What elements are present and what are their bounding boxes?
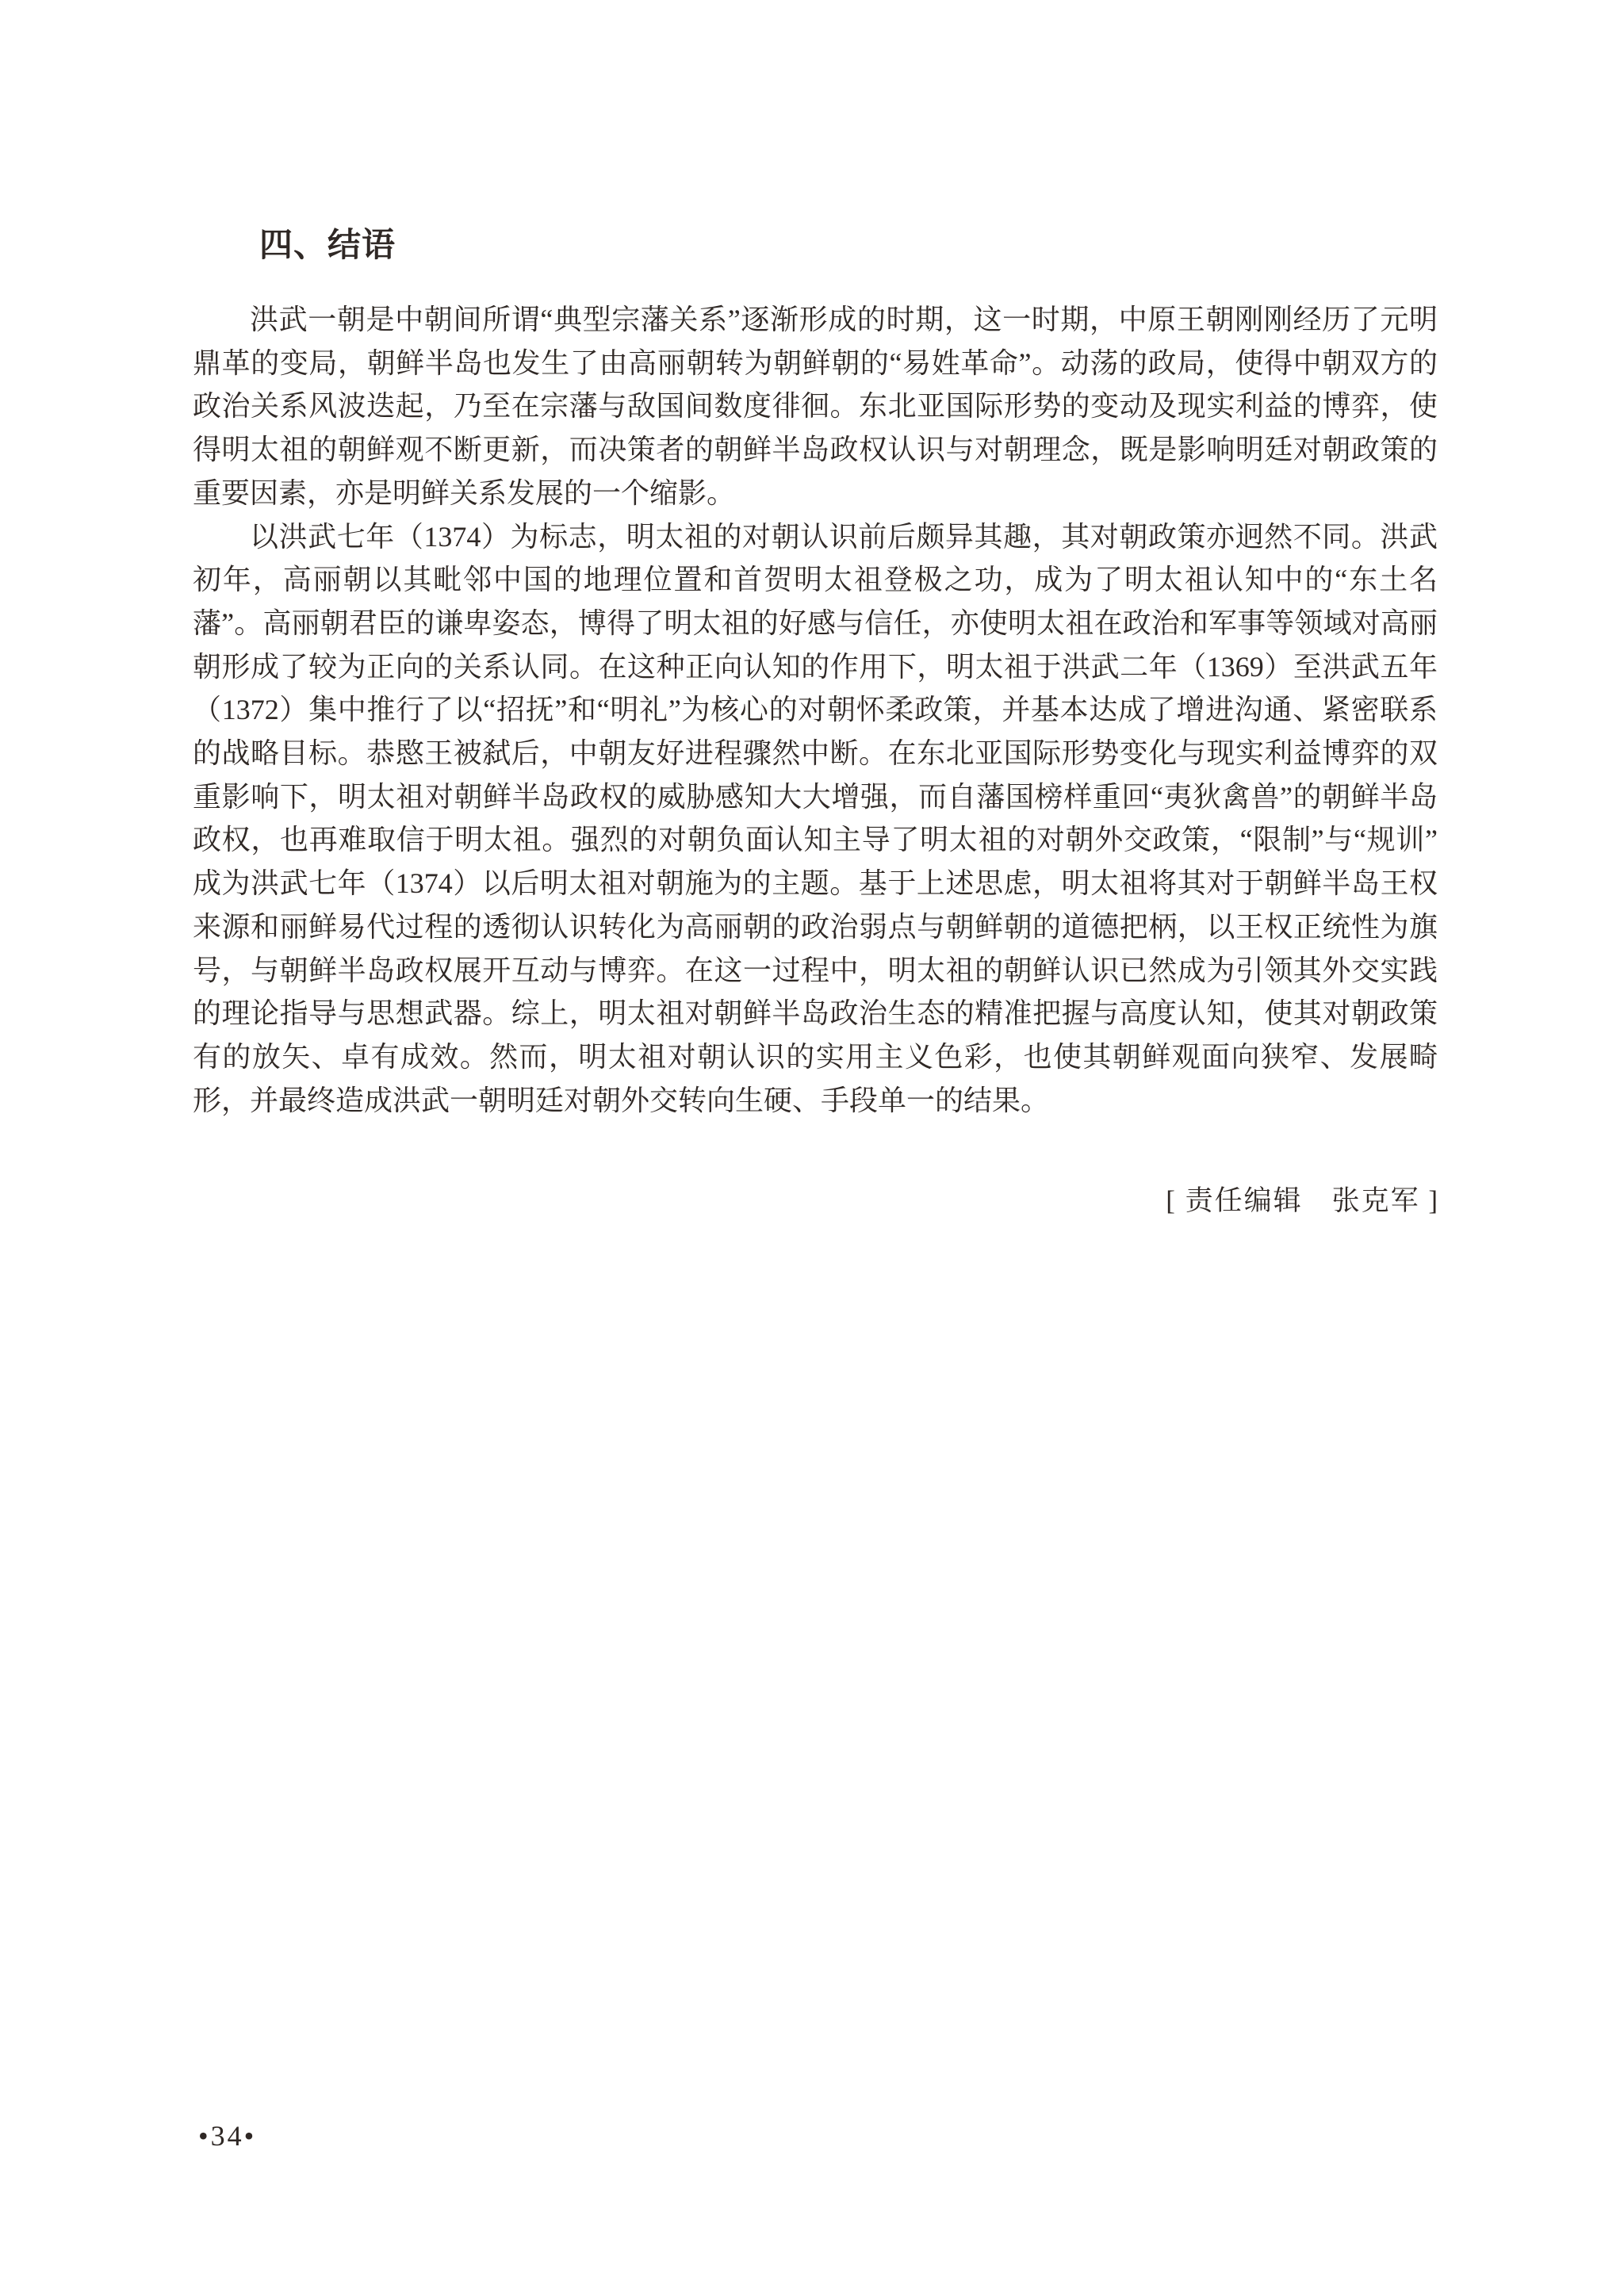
- section-heading: 四、结语: [259, 226, 396, 263]
- page-number: •34•: [198, 2120, 257, 2152]
- paragraph-2: 以洪武七年（1374）为标志，明太祖的对朝认识前后颇异其趣，其对朝政策亦迥然不同。洪武初年，高丽朝以其毗邻中国的地理位置和首贺明太祖登极之功，成为了明太祖认知中的“东土名藩”。高丽朝君臣的谦卑姿态，博得了明太祖的好感与信任，亦使明太祖在政治和军事等领域对高丽朝形成了较为正向的关系认同。在这种正向认知的作用下，明太祖于洪武二年（1369）至洪武五年（1372）集中推行了以“招抚”和“明礼”为核心的对朝怀柔政策，并基本达成了增进沟通、紧密联系的战略目标。恭愍王被弑后，中朝友好进程骤然中断。在东北亚国际形势变化与现实利益博弈的双重影响下，明太祖对朝鲜半岛政权的威胁感知大大增强，而自藩国榜样重回“夷狄禽兽”的朝鲜半岛政权，也再难取信于明太祖。强烈的对朝负面认知主导了明太祖的对朝外交政策，“限制”与“规训”成为洪武七年（1374）以后明太祖对朝施为的主题。基于上述思虑，明太祖将其对于朝鲜半岛王权来源和丽鲜易代过程的透彻认识转化为高丽朝的政治弱点与朝鲜朝的道德把柄，以王权正统性为旗号，与朝鲜半岛政权展开互动与博弈。在这一过程中，明太祖的朝鲜认识已然成为引领其外交实践的理论指导与思想武器。综上，明太祖对朝鲜半岛政治生态的精准把握与高度认知，使其对朝政策有的放矢、卓有成效。然而，明太祖对朝认识的实用主义色彩，也使其朝鲜观面向狭窄、发展畸形，并最终造成洪武一朝明廷对朝外交转向生硬、手段单一的结果。: [193, 520, 1438, 1116]
- editor-attribution: [ 责任编辑 张克军 ]: [1166, 1185, 1439, 1216]
- paragraph-1: 洪武一朝是中朝间所谓“典型宗藩关系”逐渐形成的时期，这一时期，中原王朝刚刚经历了元明鼎革的变局，朝鲜半岛也发生了由高丽朝转为朝鲜朝的“易姓革命”。动荡的政局，使得中朝双方的政治关系风波迭起，乃至在宗藩与敌国间数度徘徊。东北亚国际形势的变动及现实利益的博弈，使得明太祖的朝鲜观不断更新，而决策者的朝鲜半岛政权认识与对朝理念，既是影响明廷对朝政策的重要因素，亦是明鲜关系发展的一个缩影。: [193, 304, 1438, 509]
- article-body: [193, 298, 1438, 1122]
